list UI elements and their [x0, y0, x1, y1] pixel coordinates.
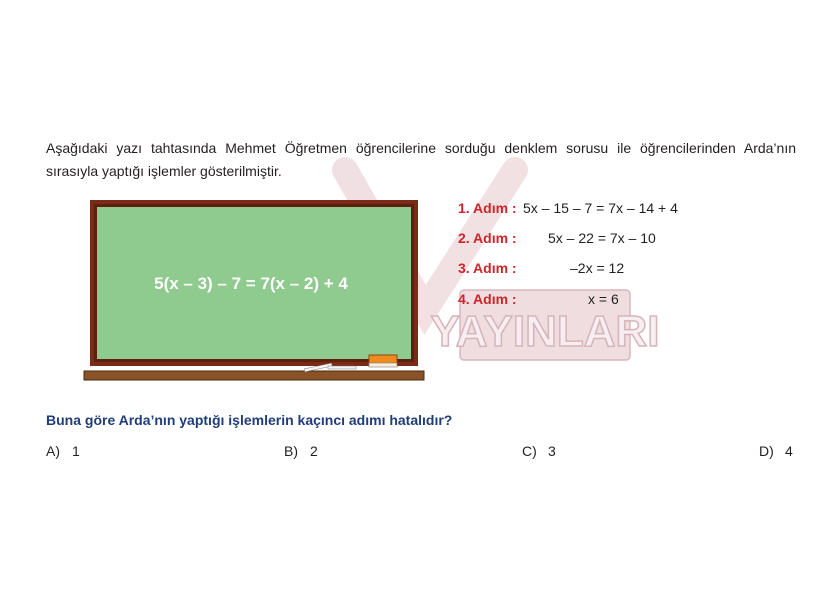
step-1-label: 1. Adım : — [458, 200, 517, 216]
intro-paragraph: Aşağıdaki yazı tahtasında Mehmet Öğretmen öğrencilerine sorduğu denklem sorusu ile öğrencilerinden Arda’nın sırasıyla yaptığı işlemler gösterilmiştir. — [46, 140, 796, 179]
option-d[interactable] — [759, 443, 793, 459]
option-c-value: 3 — [548, 443, 556, 459]
option-b-value: 2 — [310, 443, 318, 459]
board-equation: 5(x – 3) – 7 = 7(x – 2) + 4 — [154, 274, 348, 293]
question-text: Buna göre Arda’nın yaptığı işlemlerin kaçıncı adımı hatalıdır? — [46, 412, 453, 428]
option-c-letter: C) — [522, 443, 537, 459]
option-b-letter: B) — [284, 443, 298, 459]
step-4-expression: x = 6 — [588, 291, 619, 307]
step-2-label: 2. Adım : — [458, 230, 517, 246]
option-a[interactable] — [46, 443, 80, 459]
step-1-expression: 5x – 15 – 7 = 7x – 14 + 4 — [523, 200, 678, 216]
step-3-expression: –2x = 12 — [570, 260, 625, 276]
answer-options — [46, 443, 796, 463]
option-b[interactable] — [284, 443, 318, 459]
option-d-letter: D) — [759, 443, 774, 459]
step-4-label: 4. Adım : — [458, 291, 517, 307]
watermark-right-word: YAYINLARI — [430, 307, 660, 356]
option-d-value: 4 — [785, 443, 793, 459]
option-a-value: 1 — [72, 443, 80, 459]
step-3-label: 3. Adım : — [458, 260, 517, 276]
chalkboard-ledge — [84, 371, 424, 380]
option-c[interactable] — [522, 443, 556, 459]
option-a-letter: A) — [46, 443, 60, 459]
step-2-expression: 5x – 22 = 7x – 10 — [548, 230, 656, 246]
